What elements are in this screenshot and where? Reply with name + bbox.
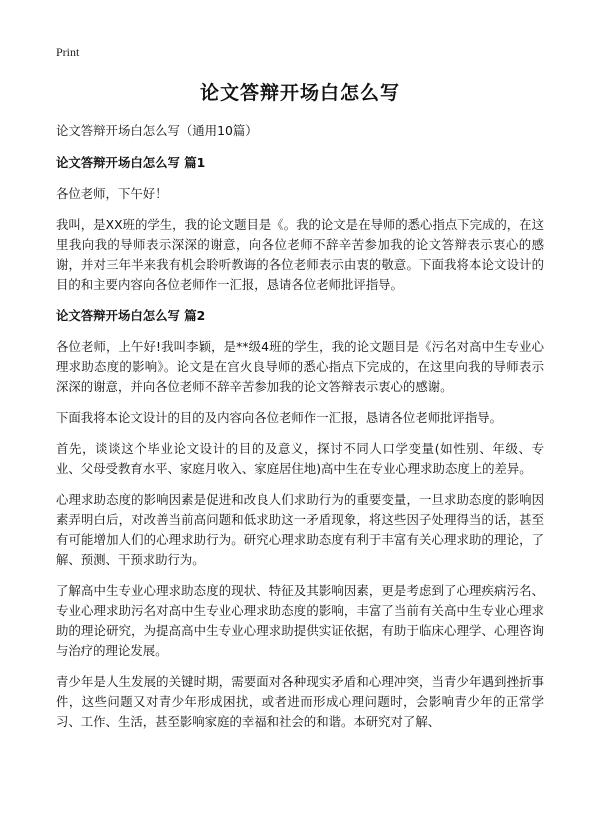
paragraph: 了解高中生专业心理求助态度的现状、特征及其影响因素，更是考虑到了心理疾病污名、专业心理求助污名对高中生专业心理求助态度的影响，丰富了当前有关高中生专业心理求助的理论研究，为提高高中生专业心理求助提供实证依据，有助于临床心理学、心理咨询与治疗的理论发展。: [56, 583, 544, 658]
print-link[interactable]: Print: [56, 45, 80, 59]
document-subtitle: 论文答辩开场白怎么写（通用10篇）: [56, 123, 258, 138]
paragraph: 各位老师，下午好！: [56, 186, 168, 201]
paragraph: 我叫，是XX班的学生，我的论文题目是《。我的论文是在导师的悉心指点下完成的，在这里我向我的导师表示深深的谢意，向各位老师不辞辛苦参加我的论文答辩表示衷心的感谢，并对三年半来我有机会聆听教诲的各位老师表示由衷的敬意。下面我将本论文设计的目的和主要内容向各位老师作一汇报，恳请各位老师批评指导。: [56, 217, 544, 292]
document-body: [56, 121, 544, 743]
section-heading-1: 论文答辩开场白怎么写 篇1: [56, 155, 206, 170]
paragraph: 首先，谈谈这个毕业论文设计的目的及意义，探讨不同人口学变量(如性别、年级、专业、父母受教育水平、家庭月收入、家庭居住地)高中生在专业心理求助态度上的差异。: [56, 441, 544, 476]
paragraph: 下面我将本论文设计的目的及内容向各位老师作一汇报，恳请各位老师批评指导。: [56, 410, 503, 425]
paragraph: 心理求助态度的影响因素是促进和改良人们求助行为的重要变量，一旦求助态度的影响因素弄明白后，对改善当前高问题和低求助这一矛盾现象，将这些因子处理得当的话，甚至有可能增加人们的心理求助行为。研究心理求助态度有利于丰富有关心理求助的理论，了解、预测、干预求助行为。: [56, 492, 544, 567]
paragraph: 各位老师，上午好!我叫李颖，是**级4班的学生，我的论文题目是《污名对高中生专业心理求助态度的影响》。论文是在宫火良导师的悉心指点下完成的，在这里向我的导师表示深深的谢意，并向各位老师不辞辛苦参加我的论文答辩表示衷心的感谢。: [56, 339, 544, 394]
paragraph: 青少年是人生发展的关键时期，需要面对各种现实矛盾和心理冲突，当青少年遇到挫折事件，这些问题又对青少年形成困扰，或者进而形成心理问题时，会影响青少年的正常学习、工作、生活，甚至影响家庭的幸福和社会的和谐。本研究对了解、: [56, 674, 544, 729]
section-heading-2: 论文答辩开场白怎么写 篇2: [56, 308, 206, 323]
page-title: 论文答辩开场白怎么写: [199, 82, 400, 104]
